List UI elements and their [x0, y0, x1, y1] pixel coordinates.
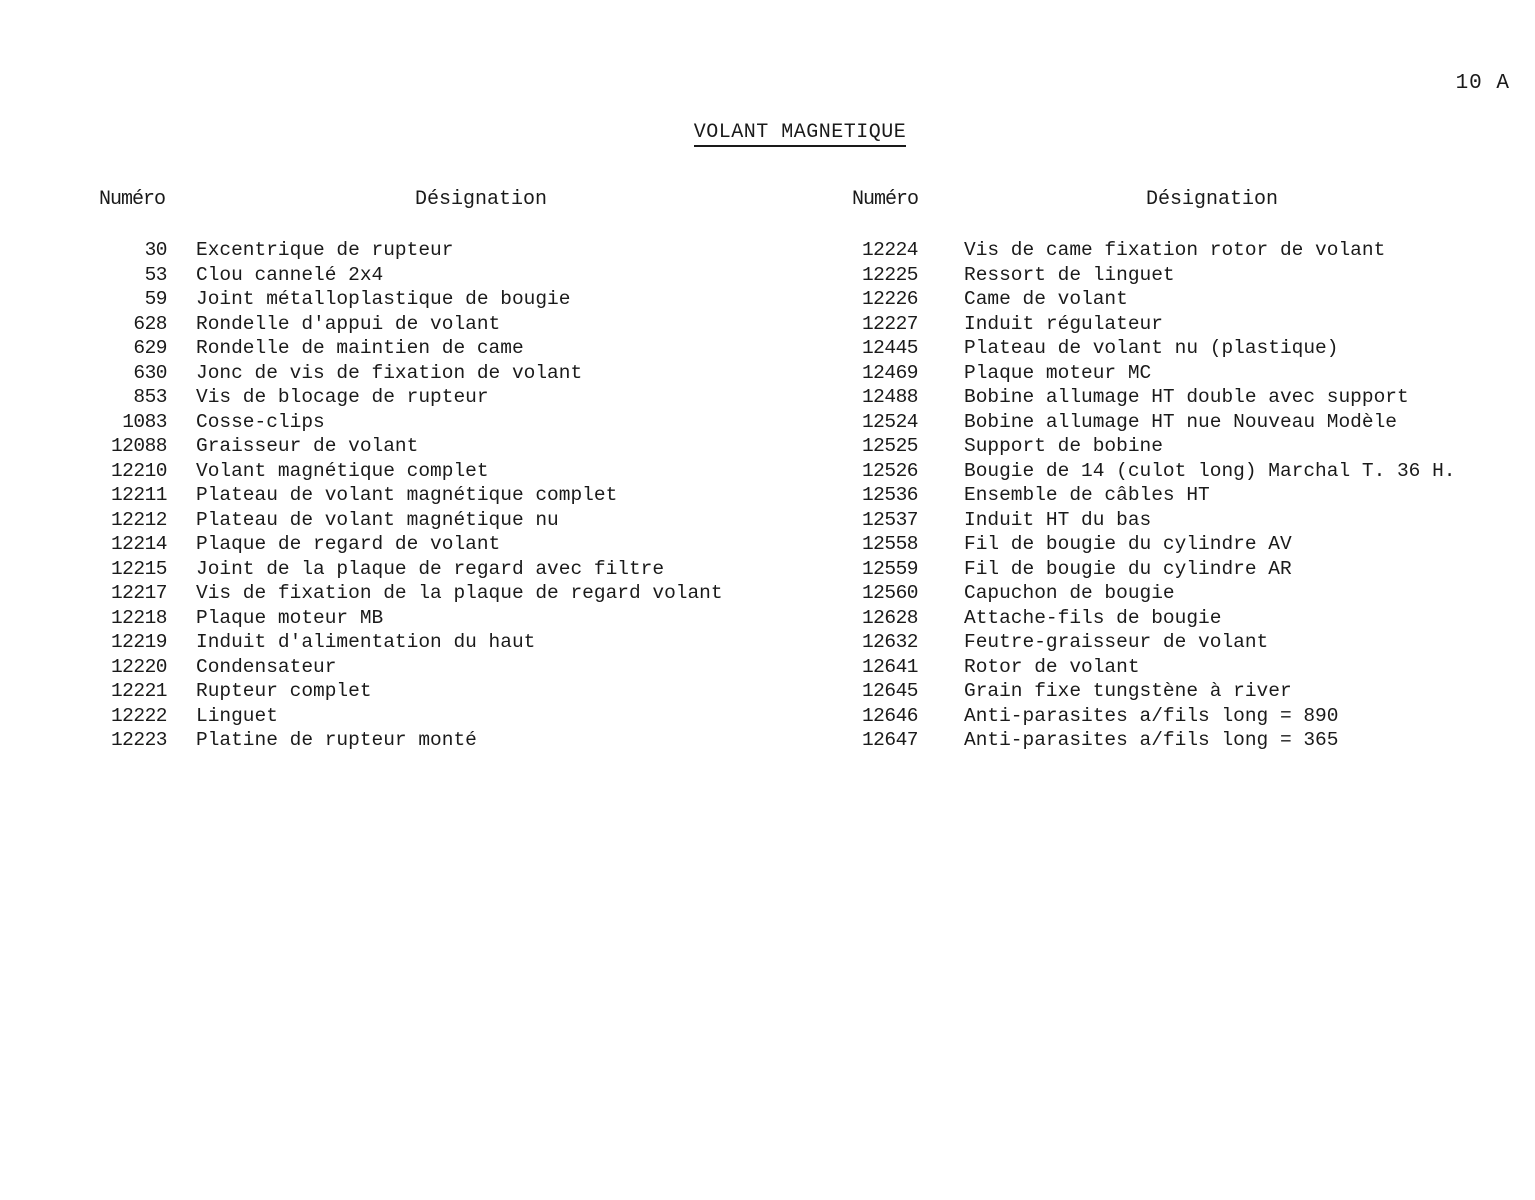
part-row	[95, 410, 795, 435]
part-designation: Plaque de regard de volant	[196, 533, 501, 555]
part-number: 628	[133, 312, 167, 335]
part-designation: Rondelle de maintien de came	[196, 337, 524, 359]
part-designation: Clou cannelé 2x4	[196, 263, 384, 286]
part-designation: Induit HT du bas	[964, 508, 1152, 531]
part-designation: Support de bobine	[964, 435, 1163, 457]
part-designation: Graisseur de volant	[196, 435, 419, 457]
part-number: 12210	[110, 459, 167, 482]
part-number: 12212	[110, 508, 167, 531]
part-designation: Condensateur	[196, 655, 337, 678]
part-designation: Attache-fils de bougie	[964, 606, 1222, 629]
part-number: 630	[133, 361, 167, 384]
part-row	[95, 312, 795, 337]
designation-header: Désignation	[415, 188, 548, 211]
part-row	[95, 532, 795, 557]
part-number: 12222	[110, 704, 167, 727]
part-row	[848, 361, 1508, 386]
part-designation: Plaque moteur MB	[196, 606, 384, 629]
part-row	[848, 434, 1508, 459]
part-row	[95, 581, 795, 606]
part-row	[848, 606, 1508, 631]
part-number: 1083	[122, 410, 167, 433]
part-number: 12223	[110, 729, 167, 751]
part-row	[95, 336, 795, 361]
part-number: 53	[144, 263, 167, 286]
part-designation: Anti-parasites a/fils long = 890	[964, 704, 1339, 727]
part-designation: Joint métalloplastique de bougie	[196, 288, 571, 310]
part-number: 12628	[861, 606, 918, 629]
part-number: 12469	[861, 361, 918, 384]
part-designation: Rotor de volant	[964, 655, 1140, 678]
part-row	[95, 606, 795, 631]
part-row	[848, 728, 1508, 753]
part-designation: Ressort de linguet	[964, 263, 1175, 286]
part-number: 12488	[861, 386, 918, 408]
part-number: 12537	[861, 508, 918, 531]
part-number: 12219	[110, 631, 167, 653]
part-row	[848, 385, 1508, 410]
part-designation: Plateau de volant nu (plastique)	[964, 337, 1339, 359]
part-row	[848, 679, 1508, 704]
page-title-text: VOLANT MAGNETIQUE	[694, 121, 907, 147]
rows-right	[848, 238, 1508, 753]
part-row	[95, 459, 795, 484]
part-row	[848, 557, 1508, 582]
part-designation: Platine de rupteur monté	[196, 729, 477, 751]
part-number: 12536	[861, 484, 918, 506]
part-designation: Rupteur complet	[196, 680, 372, 702]
part-designation: Excentrique de rupteur	[196, 239, 454, 261]
part-row	[95, 630, 795, 655]
part-number: 12227	[861, 312, 918, 335]
part-designation: Ensemble de câbles HT	[964, 484, 1210, 506]
part-number: 12220	[110, 655, 167, 678]
part-designation: Plateau de volant magnétique nu	[196, 508, 559, 531]
part-number: 12445	[861, 337, 918, 359]
part-designation: Volant magnétique complet	[196, 459, 489, 482]
part-row	[848, 508, 1508, 533]
part-designation: Vis de blocage de rupteur	[196, 386, 489, 408]
part-designation: Bougie de 14 (culot long) Marchal T. 36 H.	[964, 459, 1456, 482]
part-number: 12214	[110, 533, 167, 555]
column-header-row	[95, 188, 795, 214]
part-row	[95, 728, 795, 753]
part-number: 12218	[110, 606, 167, 629]
part-row	[95, 361, 795, 386]
part-designation: Fil de bougie du cylindre AR	[964, 557, 1292, 580]
part-row	[848, 459, 1508, 484]
part-number: 12558	[861, 533, 918, 555]
part-number: 12088	[110, 435, 167, 457]
part-designation: Plateau de volant magnétique complet	[196, 484, 618, 506]
part-designation: Linguet	[196, 704, 278, 727]
part-number: 12646	[861, 704, 918, 727]
part-designation: Grain fixe tungstène à river	[964, 680, 1292, 702]
parts-list-left	[95, 188, 795, 753]
part-number: 12632	[861, 631, 918, 653]
part-designation: Feutre-graisseur de volant	[964, 631, 1269, 653]
part-number: 12211	[110, 484, 167, 506]
rows-left	[95, 238, 795, 753]
part-designation: Anti-parasites a/fils long = 365	[964, 729, 1339, 751]
page-number: 10 A	[1455, 72, 1510, 95]
part-row	[95, 385, 795, 410]
parts-list-right	[848, 188, 1508, 753]
part-row	[848, 581, 1508, 606]
part-number: 30	[144, 239, 167, 261]
part-number: 12221	[110, 680, 167, 702]
part-row	[848, 312, 1508, 337]
part-row	[95, 483, 795, 508]
part-number: 12641	[861, 655, 918, 678]
part-row	[848, 263, 1508, 288]
page-title	[600, 121, 1000, 144]
part-designation: Induit d'alimentation du haut	[196, 631, 536, 653]
designation-header: Désignation	[1146, 188, 1279, 211]
part-designation: Plaque moteur MC	[964, 361, 1152, 384]
numero-header: Numéro	[852, 188, 919, 211]
part-designation: Vis de came fixation rotor de volant	[964, 239, 1386, 261]
part-designation: Induit régulateur	[964, 312, 1163, 335]
column-header-row	[848, 188, 1508, 214]
part-row	[848, 483, 1508, 508]
part-row	[848, 410, 1508, 435]
part-row	[95, 238, 795, 263]
part-number: 12526	[861, 459, 918, 482]
part-designation: Came de volant	[964, 288, 1128, 310]
part-row	[848, 655, 1508, 680]
part-number: 12525	[861, 435, 918, 457]
part-number: 629	[133, 337, 167, 359]
part-row	[95, 508, 795, 533]
part-designation: Cosse-clips	[196, 410, 325, 433]
part-row	[848, 704, 1508, 729]
part-number: 12217	[110, 582, 167, 604]
part-row	[95, 434, 795, 459]
part-designation: Joint de la plaque de regard avec filtre	[196, 557, 665, 580]
part-number: 12645	[861, 680, 918, 702]
part-row	[95, 704, 795, 729]
part-number: 59	[144, 288, 167, 310]
part-number: 12226	[861, 288, 918, 310]
part-number: 12647	[861, 729, 918, 751]
part-row	[848, 630, 1508, 655]
part-designation: Bobine allumage HT nue Nouveau Modèle	[964, 410, 1397, 433]
part-row	[95, 679, 795, 704]
part-row	[95, 287, 795, 312]
part-number: 12224	[861, 239, 918, 261]
part-number: 12524	[861, 410, 918, 433]
part-number: 12225	[861, 263, 918, 286]
part-designation: Jonc de vis de fixation de volant	[196, 361, 583, 384]
part-row	[848, 532, 1508, 557]
part-row	[95, 655, 795, 680]
part-row	[848, 238, 1508, 263]
part-number: 12559	[861, 557, 918, 580]
part-designation: Vis de fixation de la plaque de regard volant	[196, 582, 723, 604]
part-row	[95, 263, 795, 288]
part-number: 853	[133, 386, 167, 408]
part-row	[95, 557, 795, 582]
part-designation: Rondelle d'appui de volant	[196, 312, 501, 335]
part-row	[848, 287, 1508, 312]
numero-header: Numéro	[99, 188, 166, 211]
part-designation: Capuchon de bougie	[964, 582, 1175, 604]
part-designation: Fil de bougie du cylindre AV	[964, 533, 1292, 555]
part-number: 12215	[110, 557, 167, 580]
part-designation: Bobine allumage HT double avec support	[964, 386, 1409, 408]
part-row	[848, 336, 1508, 361]
part-number: 12560	[861, 582, 918, 604]
